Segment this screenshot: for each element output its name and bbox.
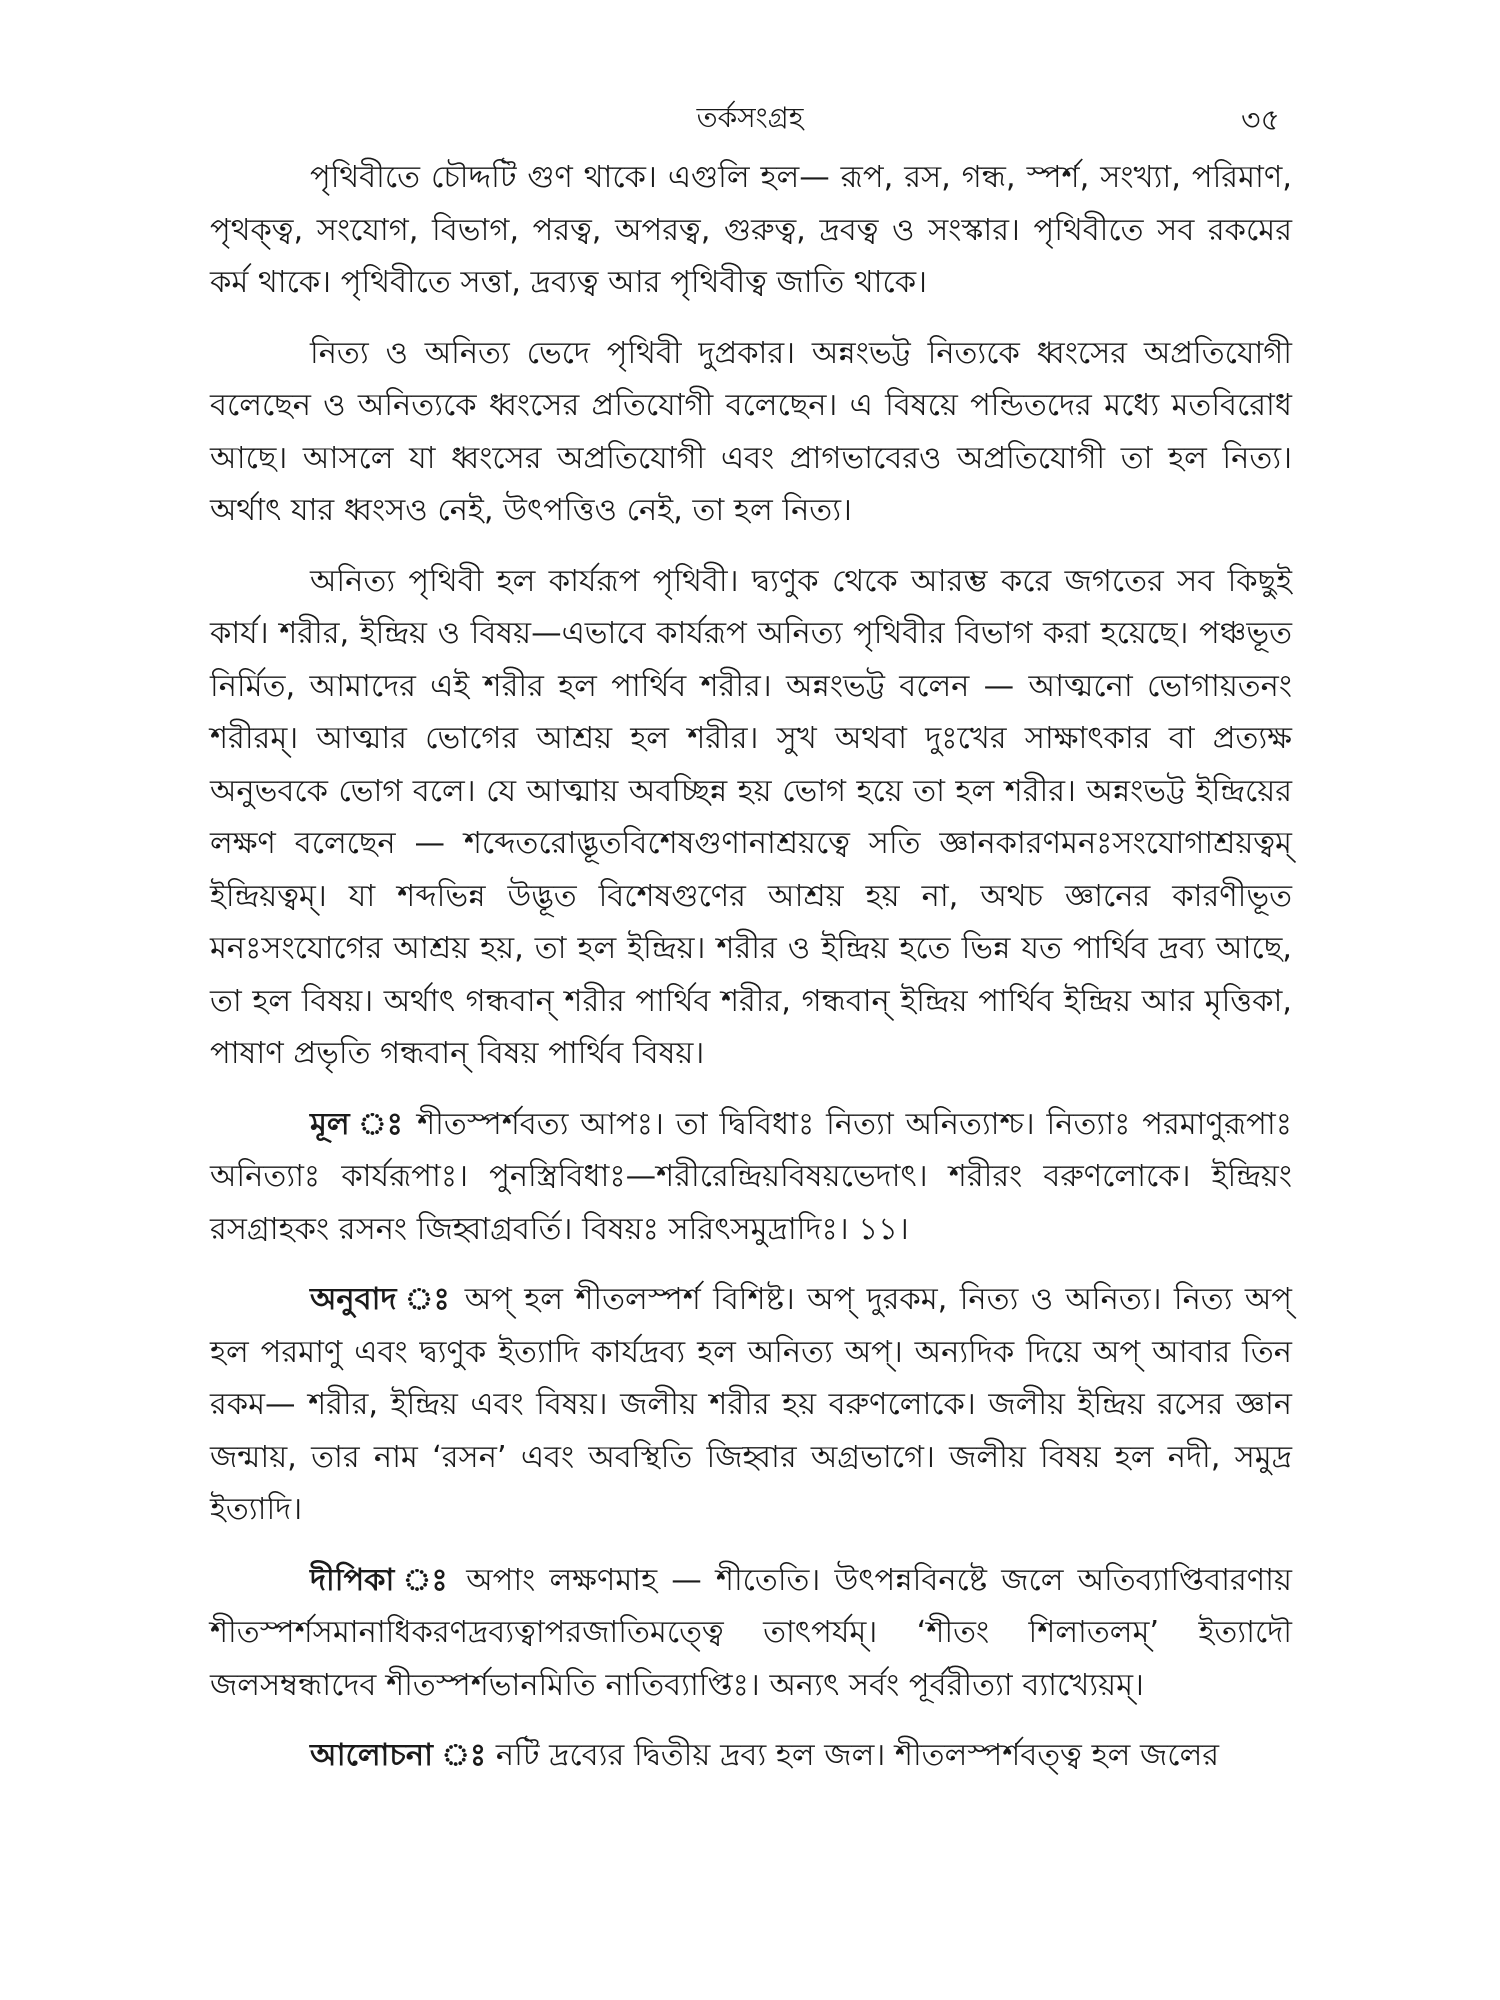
section-label: অনুবাদ ঃ <box>310 1282 453 1317</box>
paragraph-text: নটি দ্রব্যের দ্বিতীয় দ্রব্য হল জল। শীতলস্পর্শবত্ত্ব হল জলের <box>495 1738 1220 1773</box>
paragraph-alochona <box>210 1730 1292 1783</box>
paragraph-noneternal-earth <box>210 556 1292 1081</box>
page-number: ৩৫ <box>1241 103 1280 138</box>
page-body <box>210 152 1292 1801</box>
paragraph-text: অপাং লক্ষণমাহ — শীতেতি। উৎপন্নবিনষ্টে জলে অতিব্যাপ্তিবারণায় শীতস্পর্শসমানাধিকরণদ্রব্যত্বাপরজাতিমত্ত্বে তাৎপর্যম্। ‘শীতং শিলাতলম্’ ইত্যাদৌ জলসম্বন্ধাদেব শীতস্পর্শভানমিতি নাতিব্যাপ্তিঃ। অন্যৎ সর্বং পূর্বরীত্যা ব্যাখ্যেয়ম্। <box>210 1562 1292 1703</box>
section-label: দীপিকা ঃ <box>310 1562 453 1598</box>
page-header <box>0 96 1500 146</box>
paragraph-eternal-noneternal <box>210 328 1292 538</box>
paragraph-text: নিত্য ও অনিত্য ভেদে পৃথিবী দুপ্রকার। অন্নংভট্ট নিত্যকে ধ্বংসের অপ্রতিযোগী বলেছেন ও অনিত্যকে ধ্বংসের প্রতিযোগী বলেছেন। এ বিষয়ে পন্ডিতদের মধ্যে মতবিরোধ আছে। আসলে যা ধ্বংসের অপ্রতিযোগী এবং প্রাগভাবেরও অপ্রতিযোগী তা হল নিত্য। অর্থাৎ যার ধ্বংসও নেই, উৎপত্তিও নেই, তা হল নিত্য। <box>210 335 1292 528</box>
paragraph-earth-qualities <box>210 152 1292 310</box>
paragraph-dipika <box>210 1555 1292 1713</box>
section-label: মূল ঃ <box>310 1106 406 1142</box>
paragraph-text: অপ্ হল শীতলস্পর্শ বিশিষ্ট। অপ্ দুরকম, নিত্য ও অনিত্য। নিত্য অপ্ হল পরমাণু এবং দ্ব্যণুক ইত্যাদি কার্যদ্রব্য হল অনিত্য অপ্। অন্যদিক দিয়ে অপ্ আবার তিন রকম— শরীর, ইন্দ্রিয় এবং বিষয়। জলীয় শরীর হয় বরুণলোকে। জলীয় ইন্দ্রিয় রসের জ্ঞান জন্মায়, তার নাম ‘রসন’ এবং অবস্থিতি জিহ্বার অগ্রভাগে। জলীয় বিষয় হল নদী, সমুদ্র ইত্যাদি। <box>210 1282 1292 1527</box>
paragraph-anubad <box>210 1274 1292 1537</box>
paragraph-text: পৃথিবীতে চৌদ্দটি গুণ থাকে। এগুলি হল— রূপ, রস, গন্ধ, স্পর্শ, সংখ্যা, পরিমাণ, পৃথক্ত্ব, সংযোগ, বিভাগ, পরত্ব, অপরত্ব, গুরুত্ব, দ্রবত্ব ও সংস্কার। পৃথিবীতে সব রকমের কর্ম থাকে। পৃথিবীতে সত্তা, দ্রব্যত্ব আর পৃথিবীত্ব জাতি থাকে। <box>210 160 1292 300</box>
paragraph-text: শীতস্পর্শবত্য আপঃ। তা দ্বিবিধাঃ নিত্যা অনিত্যাশ্চ। নিত্যাঃ পরমাণুরূপাঃ অনিত্যাঃ কার্যরূপাঃ। পুনস্ত্রিবিধাঃ—শরীরেন্দ্রিয়বিষয়ভেদাৎ। শরীরং বরুণলোকে। ইন্দ্রিয়ং রসগ্রাহকং রসনং জিহ্বাগ্রবর্তি। বিষয়ঃ সরিৎসমুদ্রাদিঃ। ১১। <box>210 1106 1292 1247</box>
paragraph-mool <box>210 1099 1292 1257</box>
paragraph-text: অনিত্য পৃথিবী হল কার্যরূপ পৃথিবী। দ্ব্যণুক থেকে আরম্ভ করে জগতের সব কিছুই কার্য। শরীর, ইন্দ্রিয় ও বিষয়—এভাবে কার্যরূপ অনিত্য পৃথিবীর বিভাগ করা হয়েছে। পঞ্চভূত নির্মিত, আমাদের এই শরীর হল পার্থিব শরীর। অন্নংভট্ট বলেন — আত্মনো ভোগায়তনং শরীরম্। আত্মার ভোগের আশ্রয় হল শরীর। সুখ অথবা দুঃখের সাক্ষাৎকার বা প্রত্যক্ষ অনুভবকে ভোগ বলে। যে আত্মায় অবচ্ছিন্ন হয় ভোগ হয়ে তা হল শরীর। অন্নংভট্ট ইন্দ্রিয়ের লক্ষণ বলেছেন — শব্দেতরোদ্ভূতবিশেষগুণানাশ্রয়ত্বে সতি জ্ঞানকারণমনঃসংযোগাশ্রয়ত্বম্ ইন্দ্রিয়ত্বম্। যা শব্দভিন্ন উদ্ভূত বিশেষগুণের আশ্রয় হয় না, অথচ জ্ঞানের কারণীভূত মনঃসংযোগের আশ্রয় হয়, তা হল ইন্দ্রিয়। শরীর ও ইন্দ্রিয় হতে ভিন্ন যত পার্থিব দ্রব্য আছে, তা হল বিষয়। অর্থাৎ গন্ধবান্ শরীর পার্থিব শরীর, গন্ধবান্ ইন্দ্রিয় পার্থিব ইন্দ্রিয় আর মৃত্তিকা, পাষাণ প্রভৃতি গন্ধবান্ বিষয় পার্থিব বিষয়। <box>210 563 1292 1071</box>
section-label: আলোচনা ঃ <box>310 1738 487 1773</box>
running-title: তর্কসংগ্রহ <box>696 101 804 134</box>
